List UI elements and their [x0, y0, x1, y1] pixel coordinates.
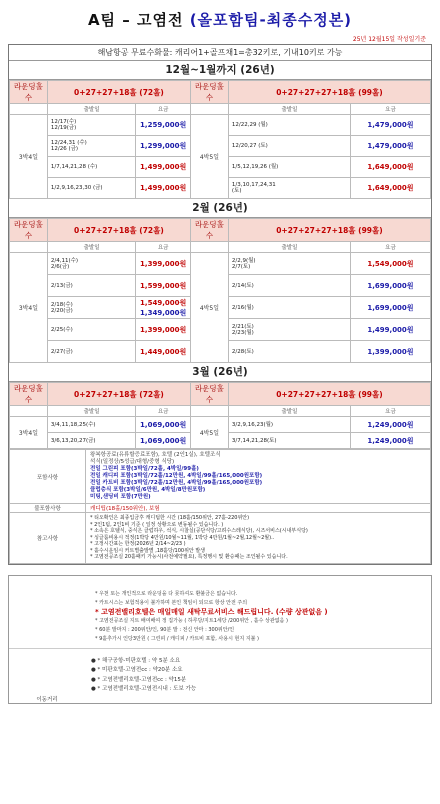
departure-label: 출발일: [47, 242, 135, 253]
note-item: * 고염전밸리호텔은 매일매일 새탁무료서비스 해드립니다. (수량 상관없음 ): [95, 607, 328, 616]
header-row: [10, 219, 431, 242]
transport-item: ● * 해구공항-미판호텔 : 약 5분 소요: [91, 657, 181, 664]
departure-dates: 2/25(수): [47, 319, 135, 341]
note-item: * 티오확인은 최종입금후 캐디팁한 시간 (18홀/150위안, 27홀-220위안): [90, 515, 250, 521]
price-sections: [9, 61, 431, 449]
price-value: 1,549,000원: [350, 253, 430, 275]
price-value: 1,499,000원: [136, 157, 191, 178]
transport-item: ● * 고염전밸리호텔-고염전cc : 약15분: [91, 676, 187, 683]
departure-dates: 12/24,31 (수) 12/26 (금): [47, 136, 135, 157]
departure-dates: 12/20,27 (토): [228, 136, 350, 157]
blank-cell: [10, 104, 48, 115]
included-item: 클럽층식 포함(3박일/6만원, 4박일/8만원포함): [90, 487, 206, 493]
header-row: [10, 81, 431, 104]
departure-dates: 1/7,14,21,28 (수): [47, 157, 135, 178]
price-row: [10, 115, 431, 136]
departure-label: 출발일: [228, 104, 350, 115]
transport-label: 이동거리: [36, 696, 58, 703]
departure-dates: 2/16(월): [228, 297, 350, 319]
note-item: * 9홀추가시 인당3만원 ( 그린피 / 캐디피 / 카트비 포함, 사용시 현지 지불 ): [95, 635, 259, 642]
holes-right: 0+27+27+27+18홀 (99홀): [228, 383, 430, 406]
bottom-notes: [9, 576, 431, 648]
price-label: 요금: [350, 242, 430, 253]
blank-cell: [191, 406, 229, 417]
blank-cell: [191, 104, 229, 115]
price-value: 1,399,000원: [136, 253, 191, 275]
price-table: [9, 382, 431, 449]
transport-item: ● * 미판호텔-고염전cc : 약20분 소요: [91, 667, 183, 673]
blank-cell: [10, 242, 48, 253]
departure-label: 출발일: [228, 406, 350, 417]
rounding-label: 라운딩홀수: [191, 219, 229, 242]
nights-right: 4박5일: [191, 115, 229, 199]
included-item: 전일 그린피 포함(3박일/72홀, 4박일/99홀): [90, 466, 199, 472]
departure-dates: 2/4,11(수) 2/6(금): [47, 253, 135, 275]
price-value: 1,499,000원: [136, 178, 191, 199]
departure-dates: 2/27(금): [47, 341, 135, 363]
nights-right: 4박5일: [191, 417, 229, 449]
price-value: 1,479,000원: [350, 115, 430, 136]
price-value: 1,649,000원: [350, 157, 430, 178]
note-item: * 60분 발마지 : 200위안/인, 90분 발 : 전신 안마 : 300위안/인: [95, 626, 235, 633]
transport-item: ● * 고염전밸리호텔-고염전시내 : 도보 가능: [91, 686, 197, 692]
price-frame: [8, 44, 432, 565]
notes-label: 참고사항: [10, 513, 86, 564]
price-table: [9, 80, 431, 199]
rounding-label: 라운딩홀수: [191, 383, 229, 406]
nights-left: 3박4일: [10, 417, 48, 449]
page-title: [6, 6, 434, 34]
holes-left: 0+27+27+18홀 (72홀): [47, 81, 190, 104]
note-item: * 홀수시운임시 커트별출발별 ,18홀당/100위안 발생: [90, 547, 205, 554]
blank-cell: [10, 406, 48, 417]
price-row: [10, 417, 431, 433]
price-label: 요금: [136, 242, 191, 253]
price-value: 1,499,000원: [350, 319, 430, 341]
rounding-label: 라운딩홀수: [10, 383, 48, 406]
subheader-row: [10, 242, 431, 253]
price-value: 1,699,000원: [350, 297, 430, 319]
price-value: 1,399,000원: [350, 341, 430, 363]
departure-label: 출발일: [228, 242, 350, 253]
header-row: [10, 383, 431, 406]
note-item: * 고염전공조실 지트 배여배여 정 집가능 ( 하루당/지트1세당 /200위안 , 홀수 상관없음 ): [95, 617, 288, 624]
included-label: 포함사항: [10, 450, 86, 504]
price-value: 1,069,000원: [136, 417, 191, 433]
departure-dates: 2/14(토): [228, 275, 350, 297]
price-label: 요금: [350, 104, 430, 115]
departure-dates: 3/6,13,20,27(금): [47, 433, 135, 449]
departure-dates: 2/21(토) 2/23(월): [228, 319, 350, 341]
note-item: * 우천 또는 개인적으로 라운딩을 다 못하셔도 환불금은 없습니다.: [95, 590, 238, 597]
note-item: * 카트시스는 보험적용이 불가하며 본인 책임이 되므로 항상 안전 주의: [95, 599, 248, 606]
included-list: [86, 450, 431, 504]
notes-list: [86, 513, 431, 564]
departure-dates: 2/2,9(월) 2/7(토): [228, 253, 350, 275]
note-item: * 고염전공조실 20홀패키 가능시(사전예약필요), 특정행시 및 환승패는 조인될수 있습니다.: [90, 554, 288, 560]
departure-dates: 2/13(금): [47, 275, 135, 297]
price-value: 1,249,000원: [350, 417, 430, 433]
not-included-label: 불포함사항: [10, 504, 86, 513]
departure-label: 출발일: [47, 406, 135, 417]
baggage-info: 해남항공 무료수화물: 캐리어1+골프채1=총32키로, 기내10키로 가능: [9, 45, 431, 61]
price-value: 1,549,000원: [140, 298, 187, 307]
departure-dates: 12/17(수) 12/19(금): [47, 115, 135, 136]
holes-left: 0+27+27+18홀 (72홀): [47, 219, 190, 242]
included-item: 석식(일정상/5성급/대형/중형 식당): [90, 459, 175, 465]
info-table: [9, 449, 431, 564]
price-value: 1,259,000원: [136, 115, 191, 136]
price-value: 1,449,000원: [136, 341, 191, 363]
price-value: 1,299,000원: [136, 136, 191, 157]
holes-left: 0+27+27+18홀 (72홀): [47, 383, 190, 406]
price-value: 1,479,000원: [350, 136, 430, 157]
note-item: * 소속은 호텔식, 중식은 클럽하우, 석식, 시찰실(공단식당/고려수스레식당), 시즈서비스(시내부식당): [90, 528, 308, 534]
note-item: * 싱글룸비용시 적정(1박당 4만원/10월~11월, 1박당 4만원/1월~2월,12월~2월)..: [90, 534, 275, 541]
nights-left: 3박4일: [10, 115, 48, 199]
price-label: 요금: [136, 104, 191, 115]
price-value: [136, 297, 191, 319]
bottom-box: [8, 575, 432, 704]
departure-dates: 1/3,10,17,24,31 (토): [228, 178, 350, 199]
price-value: 1,349,000원: [140, 308, 187, 317]
period-title: 12월~1월까지 (26년): [9, 61, 431, 80]
departure-dates: 2/28(토): [228, 341, 350, 363]
included-item: 전일 캐디피 포함(3박일/72홀/12만원, 4박일/99홀/165,000원포함): [90, 473, 263, 479]
price-value: 1,649,000원: [350, 178, 430, 199]
date-note: 25년 12월15일 작성일기준: [352, 36, 426, 43]
price-value: 1,599,000원: [136, 275, 191, 297]
included-item: 왕복항공료(유류할증료포함), 호텔 (2인1실), 호텔조식: [90, 452, 221, 458]
price-value: 1,249,000원: [350, 433, 430, 449]
included-item: 미팅,샌딩비 포함(7만원): [90, 494, 151, 500]
departure-dates: 3/7,14,21,28(토): [228, 433, 350, 449]
price-value: 1,399,000원: [136, 319, 191, 341]
nights-left: 3박4일: [10, 253, 48, 363]
note-item: * 고정시간표는 한정(2026년 2/14~2/23 ): [90, 541, 186, 547]
not-included-text: 캐디팁(18홀/150위안), 보험: [86, 504, 431, 513]
included-item: 전일 카트비 포함(3박일/72홀/12만원, 4박일/99홀/165,000원포함): [90, 480, 263, 486]
blank-cell: [191, 242, 229, 253]
holes-right: 0+27+27+27+18홀 (99홀): [228, 219, 430, 242]
departure-dates: 12/22,29 (월): [228, 115, 350, 136]
subheader-row: [10, 104, 431, 115]
transport-section: [9, 648, 431, 703]
transport-list: [85, 649, 202, 703]
price-value: 1,069,000원: [136, 433, 191, 449]
departure-dates: 3/4,11,18,25(수): [47, 417, 135, 433]
price-table: [9, 218, 431, 363]
subheader-row: [10, 406, 431, 417]
holes-right: 0+27+27+27+18홀 (99홀): [228, 81, 430, 104]
departure-dates: 2/18(수) 2/20(금): [47, 297, 135, 319]
period-title: 3월 (26년): [9, 363, 431, 382]
departure-dates: 1/5,12,19,26 (월): [228, 157, 350, 178]
departure-label: 출발일: [47, 104, 135, 115]
title-sub: (올포함팀-최종수정본): [189, 11, 353, 29]
price-value: 1,699,000원: [350, 275, 430, 297]
price-row: [10, 253, 431, 275]
departure-dates: 3/2,9,16,23(월): [228, 417, 350, 433]
price-label: 요금: [136, 406, 191, 417]
nights-right: 4박5일: [191, 253, 229, 363]
rounding-label: 라운딩홀수: [10, 219, 48, 242]
price-label: 요금: [350, 406, 430, 417]
rounding-label: 라운딩홀수: [191, 81, 229, 104]
title-main: A팀 – 고염전: [87, 11, 184, 29]
period-title: 2월 (26년): [9, 199, 431, 218]
departure-dates: 1/2,9,16,23,30 (금): [47, 178, 135, 199]
rounding-label: 라운딩홀수: [10, 81, 48, 104]
note-item: * 2인1팀, 2인1비 기준 ( 일정 상황으로 변동될수 있습니다. ): [90, 521, 224, 528]
